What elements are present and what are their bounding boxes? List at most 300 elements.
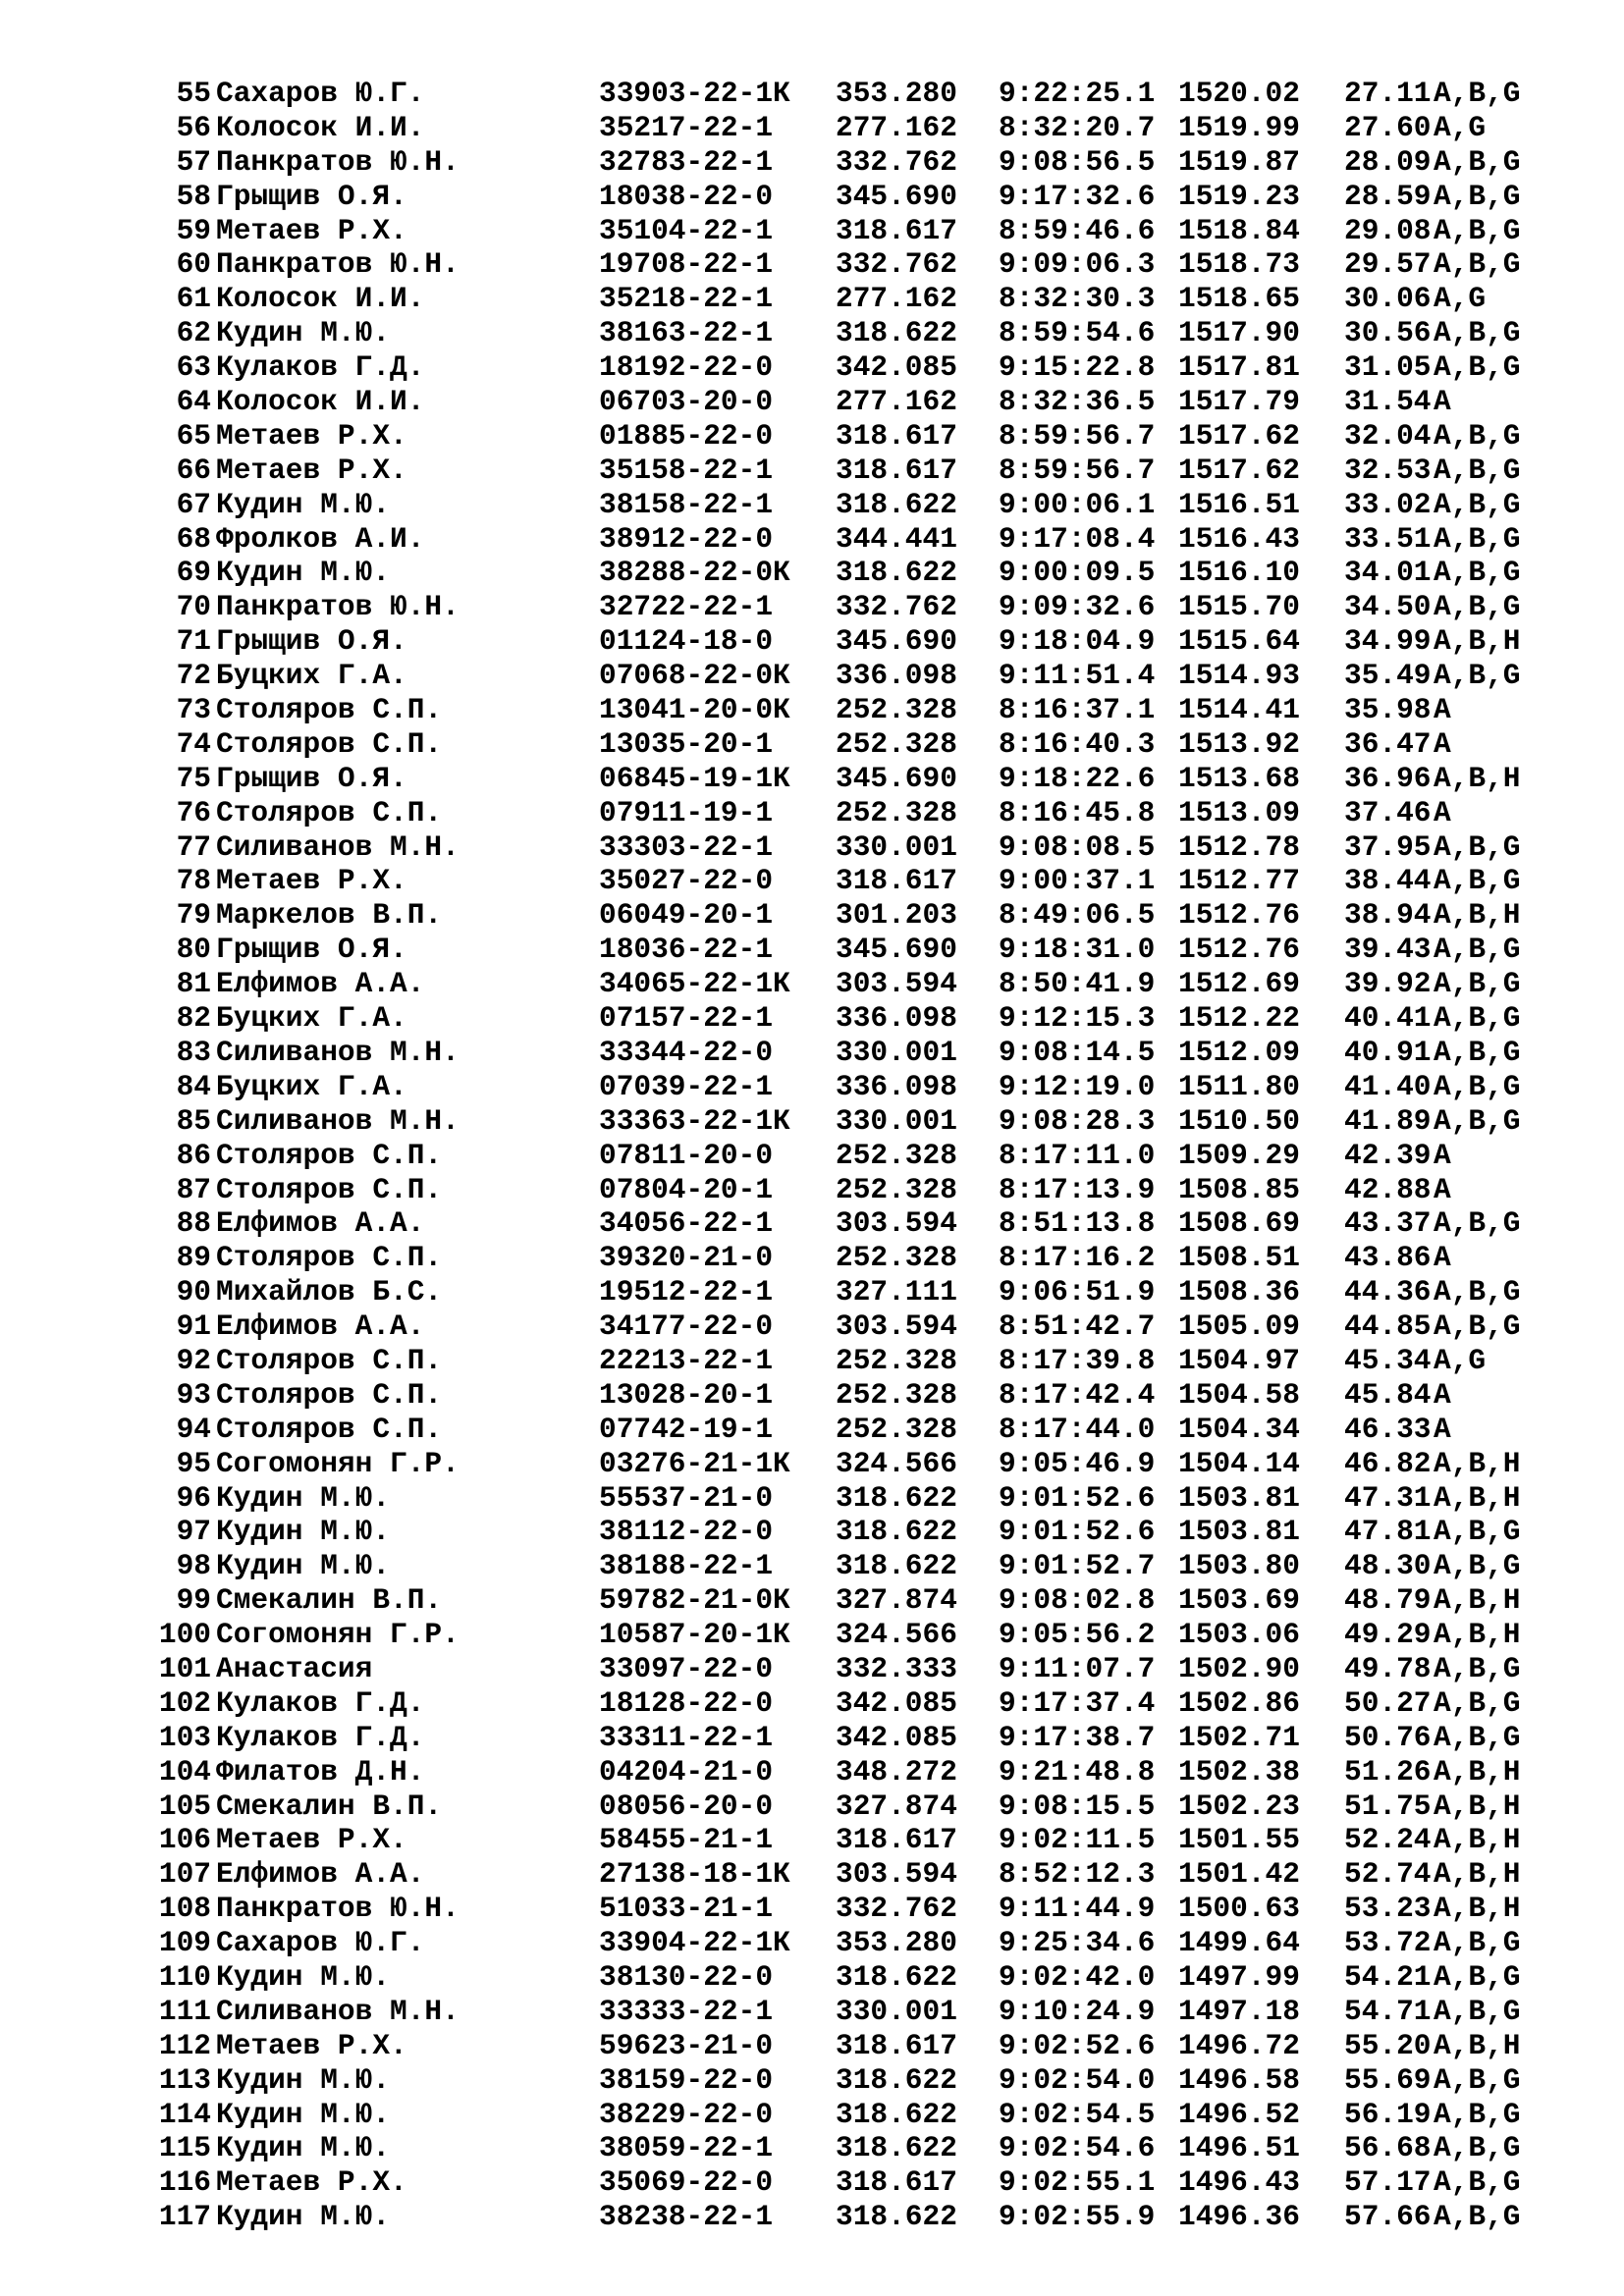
cell-points: 37.46 (1344, 795, 1432, 829)
cell-class: A,B,G (1434, 2200, 1521, 2234)
cell-time: 8:32:20.7 (999, 110, 1156, 144)
results-table (0, 77, 1624, 2234)
cell-class: A,B,G (1434, 829, 1521, 864)
table-row (0, 1686, 1624, 1721)
cell-place: 70 (176, 590, 211, 624)
cell-distance: 318.617 (836, 453, 957, 487)
cell-distance: 252.328 (836, 693, 957, 727)
cell-points: 34.99 (1344, 624, 1432, 659)
cell-distance: 318.622 (836, 1549, 957, 1583)
cell-speed: 1508.51 (1178, 1241, 1300, 1275)
cell-class: A,B,G (1434, 1001, 1521, 1036)
table-row (0, 762, 1624, 796)
cell-ring: 07068-22-0К (599, 659, 790, 693)
cell-place: 76 (176, 795, 211, 829)
cell-speed: 1503.81 (1178, 1515, 1300, 1549)
cell-class: A (1434, 1377, 1451, 1412)
cell-time: 8:32:30.3 (999, 282, 1156, 316)
cell-points: 36.96 (1344, 761, 1432, 795)
cell-ring: 07804-20-1 (599, 1172, 774, 1206)
cell-time: 9:11:07.7 (999, 1651, 1156, 1685)
cell-name: Силиванов М.Н. (216, 1103, 460, 1138)
cell-time: 8:16:40.3 (999, 726, 1156, 761)
cell-ring: 07039-22-1 (599, 1069, 774, 1103)
cell-distance: 318.622 (836, 2131, 957, 2165)
cell-distance: 332.762 (836, 247, 957, 282)
cell-points: 35.98 (1344, 693, 1432, 727)
cell-distance: 336.098 (836, 1069, 957, 1103)
cell-ring: 08056-20-0 (599, 1789, 774, 1823)
cell-place: 85 (176, 1103, 211, 1138)
cell-place: 91 (176, 1309, 211, 1344)
cell-class: A,B,G (1434, 213, 1521, 247)
cell-place: 94 (176, 1412, 211, 1446)
cell-time: 9:17:37.4 (999, 1685, 1156, 1720)
cell-points: 51.75 (1344, 1789, 1432, 1823)
cell-time: 8:17:39.8 (999, 1343, 1156, 1377)
cell-place: 114 (158, 2097, 211, 2131)
cell-ring: 13041-20-0К (599, 693, 790, 727)
table-row (0, 933, 1624, 967)
cell-place: 65 (176, 418, 211, 453)
table-row (0, 2063, 1624, 2098)
table-row (0, 2131, 1624, 2165)
cell-time: 9:11:51.4 (999, 659, 1156, 693)
table-row (0, 488, 1624, 522)
cell-place: 90 (176, 1275, 211, 1309)
cell-speed: 1496.43 (1178, 2165, 1300, 2200)
cell-points: 46.82 (1344, 1446, 1432, 1480)
cell-speed: 1508.69 (1178, 1206, 1300, 1241)
cell-class: A,B,G (1434, 418, 1521, 453)
cell-place: 63 (176, 350, 211, 385)
cell-ring: 10587-20-1К (599, 1618, 790, 1652)
cell-class: A,B,G (1434, 1103, 1521, 1138)
table-row (0, 385, 1624, 419)
cell-distance: 318.622 (836, 487, 957, 521)
cell-class: A (1434, 385, 1451, 419)
cell-points: 45.84 (1344, 1377, 1432, 1412)
cell-ring: 19512-22-1 (599, 1275, 774, 1309)
table-row (0, 2098, 1624, 2132)
cell-points: 42.88 (1344, 1172, 1432, 1206)
cell-ring: 38288-22-0К (599, 556, 790, 590)
table-row (0, 350, 1624, 385)
cell-distance: 318.622 (836, 1480, 957, 1515)
cell-ring: 33903-22-1К (599, 77, 790, 110)
cell-distance: 327.874 (836, 1583, 957, 1618)
cell-place: 71 (176, 624, 211, 659)
cell-points: 38.44 (1344, 864, 1432, 898)
cell-class: A,B,G (1434, 2165, 1521, 2200)
cell-time: 8:59:56.7 (999, 418, 1156, 453)
table-row (0, 1618, 1624, 1652)
table-row (0, 1583, 1624, 1618)
cell-distance: 345.690 (836, 933, 957, 967)
cell-distance: 277.162 (836, 282, 957, 316)
cell-points: 50.27 (1344, 1685, 1432, 1720)
cell-time: 9:02:55.1 (999, 2165, 1156, 2200)
cell-speed: 1502.90 (1178, 1651, 1300, 1685)
cell-time: 9:02:11.5 (999, 1823, 1156, 1857)
cell-ring: 33333-22-1 (599, 1994, 774, 2028)
cell-ring: 38238-22-1 (599, 2200, 774, 2234)
cell-name: Панкратов Ю.Н. (216, 144, 460, 179)
cell-speed: 1517.62 (1178, 453, 1300, 487)
cell-place: 75 (176, 761, 211, 795)
cell-ring: 07157-22-1 (599, 1001, 774, 1036)
cell-distance: 345.690 (836, 179, 957, 213)
cell-points: 54.71 (1344, 1994, 1432, 2028)
cell-name: Кудин М.Ю. (216, 2097, 391, 2131)
cell-speed: 1496.72 (1178, 2028, 1300, 2062)
cell-place: 89 (176, 1241, 211, 1275)
cell-speed: 1499.64 (1178, 1926, 1300, 1960)
cell-place: 105 (158, 1789, 211, 1823)
table-row (0, 1515, 1624, 1549)
cell-name: Михайлов Б.С. (216, 1275, 443, 1309)
cell-class: A,B,H (1434, 624, 1521, 659)
cell-class: A,G (1434, 110, 1487, 144)
cell-class: A,B,G (1434, 659, 1521, 693)
cell-time: 9:09:32.6 (999, 590, 1156, 624)
cell-place: 60 (176, 247, 211, 282)
cell-place: 73 (176, 693, 211, 727)
cell-points: 30.56 (1344, 316, 1432, 350)
cell-ring: 04204-21-0 (599, 1754, 774, 1789)
cell-name: Грыщив О.Я. (216, 933, 407, 967)
cell-ring: 34177-22-0 (599, 1309, 774, 1344)
cell-distance: 324.566 (836, 1446, 957, 1480)
cell-ring: 27138-18-1К (599, 1857, 790, 1892)
cell-place: 77 (176, 829, 211, 864)
table-row (0, 1549, 1624, 1583)
cell-ring: 58455-21-1 (599, 1823, 774, 1857)
cell-time: 8:17:11.0 (999, 1138, 1156, 1172)
cell-points: 37.95 (1344, 829, 1432, 864)
cell-class: A,B,G (1434, 590, 1521, 624)
cell-ring: 35027-22-0 (599, 864, 774, 898)
cell-speed: 1512.78 (1178, 829, 1300, 864)
cell-speed: 1502.23 (1178, 1789, 1300, 1823)
cell-speed: 1513.68 (1178, 761, 1300, 795)
cell-class: A,B,G (1434, 1959, 1521, 1994)
cell-speed: 1502.86 (1178, 1685, 1300, 1720)
table-row (0, 796, 1624, 830)
cell-distance: 332.762 (836, 590, 957, 624)
cell-place: 86 (176, 1138, 211, 1172)
cell-distance: 318.622 (836, 1959, 957, 1994)
cell-speed: 1511.80 (1178, 1069, 1300, 1103)
cell-ring: 59782-21-0К (599, 1583, 790, 1618)
table-row (0, 1173, 1624, 1207)
cell-points: 46.33 (1344, 1412, 1432, 1446)
cell-ring: 38159-22-0 (599, 2062, 774, 2097)
cell-points: 31.54 (1344, 385, 1432, 419)
cell-time: 9:22:25.1 (999, 77, 1156, 110)
cell-speed: 1512.09 (1178, 1035, 1300, 1069)
cell-points: 32.53 (1344, 453, 1432, 487)
cell-points: 57.66 (1344, 2200, 1432, 2234)
cell-place: 72 (176, 659, 211, 693)
cell-place: 115 (158, 2131, 211, 2165)
table-row (0, 1447, 1624, 1481)
cell-class: A (1434, 1412, 1451, 1446)
table-row (0, 898, 1624, 933)
cell-place: 88 (176, 1206, 211, 1241)
cell-ring: 38130-22-0 (599, 1959, 774, 1994)
cell-ring: 06845-19-1К (599, 761, 790, 795)
cell-ring: 33303-22-1 (599, 829, 774, 864)
cell-points: 45.34 (1344, 1343, 1432, 1377)
cell-class: A,B,G (1434, 933, 1521, 967)
cell-time: 9:01:52.7 (999, 1549, 1156, 1583)
cell-name: Грыщив О.Я. (216, 179, 407, 213)
cell-class: A,B,H (1434, 1823, 1521, 1857)
cell-class: A,B,H (1434, 1446, 1521, 1480)
cell-class: A (1434, 1138, 1451, 1172)
cell-points: 39.92 (1344, 967, 1432, 1001)
table-row (0, 727, 1624, 762)
cell-name: Столяров С.П. (216, 693, 443, 727)
cell-ring: 18192-22-0 (599, 350, 774, 385)
table-row (0, 247, 1624, 282)
cell-class: A,G (1434, 1343, 1487, 1377)
cell-speed: 1504.97 (1178, 1343, 1300, 1377)
cell-name: Столяров С.П. (216, 1172, 443, 1206)
cell-class: A,B,G (1434, 556, 1521, 590)
table-row (0, 1378, 1624, 1413)
cell-distance: 318.617 (836, 213, 957, 247)
cell-points: 43.86 (1344, 1241, 1432, 1275)
cell-distance: 342.085 (836, 1685, 957, 1720)
cell-class: A,G (1434, 282, 1487, 316)
cell-name: Столяров С.П. (216, 1377, 443, 1412)
table-row (0, 1104, 1624, 1139)
cell-place: 111 (158, 1994, 211, 2028)
cell-place: 69 (176, 556, 211, 590)
cell-name: Колосок И.И. (216, 385, 425, 419)
cell-place: 103 (158, 1720, 211, 1754)
table-row (0, 145, 1624, 180)
cell-time: 9:18:31.0 (999, 933, 1156, 967)
cell-place: 82 (176, 1001, 211, 1036)
cell-class: A,B,G (1434, 1035, 1521, 1069)
cell-place: 68 (176, 521, 211, 556)
cell-name: Анастасия (216, 1651, 373, 1685)
table-row (0, 419, 1624, 454)
cell-points: 52.24 (1344, 1823, 1432, 1857)
cell-ring: 03276-21-1К (599, 1446, 790, 1480)
cell-place: 56 (176, 110, 211, 144)
table-row (0, 77, 1624, 111)
cell-distance: 303.594 (836, 967, 957, 1001)
cell-name: Кудин М.Ю. (216, 2062, 391, 2097)
cell-speed: 1503.81 (1178, 1480, 1300, 1515)
table-row (0, 659, 1624, 693)
cell-points: 44.85 (1344, 1309, 1432, 1344)
cell-class: A,B,G (1434, 487, 1521, 521)
cell-class: A,B,G (1434, 1309, 1521, 1344)
cell-speed: 1500.63 (1178, 1892, 1300, 1926)
cell-points: 49.78 (1344, 1651, 1432, 1685)
cell-points: 35.49 (1344, 659, 1432, 693)
cell-name: Кулаков Г.Д. (216, 350, 425, 385)
cell-speed: 1510.50 (1178, 1103, 1300, 1138)
cell-speed: 1504.34 (1178, 1412, 1300, 1446)
cell-points: 27.11 (1344, 77, 1432, 110)
cell-speed: 1516.10 (1178, 556, 1300, 590)
cell-name: Буцких Г.А. (216, 1001, 407, 1036)
table-row (0, 556, 1624, 590)
cell-time: 9:02:52.6 (999, 2028, 1156, 2062)
cell-ring: 33904-22-1К (599, 1926, 790, 1960)
cell-points: 41.40 (1344, 1069, 1432, 1103)
cell-name: Кудин М.Ю. (216, 2131, 391, 2165)
cell-distance: 332.762 (836, 1892, 957, 1926)
table-row (0, 693, 1624, 727)
table-row (0, 1241, 1624, 1275)
cell-time: 9:08:56.5 (999, 144, 1156, 179)
table-row (0, 1857, 1624, 1892)
cell-points: 54.21 (1344, 1959, 1432, 1994)
cell-speed: 1515.64 (1178, 624, 1300, 659)
cell-time: 8:17:42.4 (999, 1377, 1156, 1412)
cell-ring: 06049-20-1 (599, 898, 774, 933)
cell-distance: 353.280 (836, 1926, 957, 1960)
cell-points: 50.76 (1344, 1720, 1432, 1754)
cell-points: 34.50 (1344, 590, 1432, 624)
cell-points: 55.69 (1344, 2062, 1432, 2097)
cell-class: A,B,G (1434, 1206, 1521, 1241)
table-row (0, 1721, 1624, 1755)
cell-time: 8:50:41.9 (999, 967, 1156, 1001)
cell-class: A,B,H (1434, 1754, 1521, 1789)
table-row (0, 111, 1624, 145)
cell-distance: 318.617 (836, 2028, 957, 2062)
cell-name: Кудин М.Ю. (216, 487, 391, 521)
table-row (0, 1139, 1624, 1173)
cell-ring: 38912-22-0 (599, 521, 774, 556)
cell-ring: 19708-22-1 (599, 247, 774, 282)
cell-class: A (1434, 693, 1451, 727)
cell-place: 100 (158, 1618, 211, 1652)
table-row (0, 214, 1624, 248)
table-row (0, 1036, 1624, 1070)
cell-distance: 318.617 (836, 1823, 957, 1857)
cell-speed: 1517.81 (1178, 350, 1300, 385)
cell-speed: 1497.99 (1178, 1959, 1300, 1994)
cell-points: 28.09 (1344, 144, 1432, 179)
cell-speed: 1512.77 (1178, 864, 1300, 898)
cell-place: 83 (176, 1035, 211, 1069)
cell-distance: 348.272 (836, 1754, 957, 1789)
cell-class: A,B,H (1434, 1583, 1521, 1618)
table-row (0, 1275, 1624, 1309)
cell-place: 117 (158, 2200, 211, 2234)
cell-name: Кулаков Г.Д. (216, 1720, 425, 1754)
cell-speed: 1502.71 (1178, 1720, 1300, 1754)
cell-time: 9:00:06.1 (999, 487, 1156, 521)
cell-speed: 1512.76 (1178, 898, 1300, 933)
cell-distance: 252.328 (836, 1412, 957, 1446)
cell-time: 8:52:12.3 (999, 1857, 1156, 1892)
cell-ring: 01885-22-0 (599, 418, 774, 453)
cell-time: 8:51:13.8 (999, 1206, 1156, 1241)
cell-class: A,B,H (1434, 1789, 1521, 1823)
cell-points: 38.94 (1344, 898, 1432, 933)
cell-name: Столяров С.П. (216, 795, 443, 829)
cell-name: Метаев Р.Х. (216, 418, 407, 453)
cell-distance: 327.111 (836, 1275, 957, 1309)
cell-name: Кудин М.Ю. (216, 316, 391, 350)
table-row (0, 830, 1624, 865)
cell-ring: 35217-22-1 (599, 110, 774, 144)
cell-name: Силиванов М.Н. (216, 1035, 460, 1069)
cell-place: 64 (176, 385, 211, 419)
cell-distance: 342.085 (836, 1720, 957, 1754)
cell-time: 8:59:56.7 (999, 453, 1156, 487)
cell-place: 112 (158, 2028, 211, 2062)
cell-class: A (1434, 1241, 1451, 1275)
cell-name: Колосок И.И. (216, 282, 425, 316)
cell-name: Фролков А.И. (216, 521, 425, 556)
cell-ring: 18036-22-1 (599, 933, 774, 967)
cell-time: 9:01:52.6 (999, 1480, 1156, 1515)
cell-time: 9:02:54.6 (999, 2131, 1156, 2165)
cell-name: Силиванов М.Н. (216, 1994, 460, 2028)
cell-class: A,B,H (1434, 1480, 1521, 1515)
table-row (0, 1206, 1624, 1241)
table-row (0, 967, 1624, 1001)
cell-place: 96 (176, 1480, 211, 1515)
cell-class: A,B,H (1434, 1618, 1521, 1652)
cell-name: Метаев Р.Х. (216, 2028, 407, 2062)
cell-distance: 303.594 (836, 1857, 957, 1892)
cell-place: 59 (176, 213, 211, 247)
cell-points: 40.41 (1344, 1001, 1432, 1036)
cell-place: 80 (176, 933, 211, 967)
cell-distance: 252.328 (836, 1138, 957, 1172)
cell-speed: 1508.36 (1178, 1275, 1300, 1309)
cell-speed: 1503.80 (1178, 1549, 1300, 1583)
cell-place: 92 (176, 1343, 211, 1377)
cell-points: 39.43 (1344, 933, 1432, 967)
cell-time: 9:17:08.4 (999, 521, 1156, 556)
cell-name: Филатов Д.Н. (216, 1754, 425, 1789)
cell-speed: 1513.09 (1178, 795, 1300, 829)
cell-name: Силиванов М.Н. (216, 829, 460, 864)
cell-speed: 1516.51 (1178, 487, 1300, 521)
cell-distance: 318.622 (836, 1515, 957, 1549)
cell-class: A,B,G (1434, 864, 1521, 898)
cell-place: 116 (158, 2165, 211, 2200)
cell-time: 8:17:44.0 (999, 1412, 1156, 1446)
cell-place: 110 (158, 1959, 211, 1994)
cell-points: 36.47 (1344, 726, 1432, 761)
cell-name: Согомонян Г.Р. (216, 1618, 460, 1652)
cell-place: 74 (176, 726, 211, 761)
cell-place: 99 (176, 1583, 211, 1618)
table-row (0, 1823, 1624, 1857)
cell-ring: 51033-21-1 (599, 1892, 774, 1926)
cell-place: 102 (158, 1685, 211, 1720)
cell-points: 32.04 (1344, 418, 1432, 453)
cell-class: A (1434, 726, 1451, 761)
cell-class: A,B,G (1434, 1515, 1521, 1549)
cell-distance: 252.328 (836, 1172, 957, 1206)
cell-ring: 13035-20-1 (599, 726, 774, 761)
